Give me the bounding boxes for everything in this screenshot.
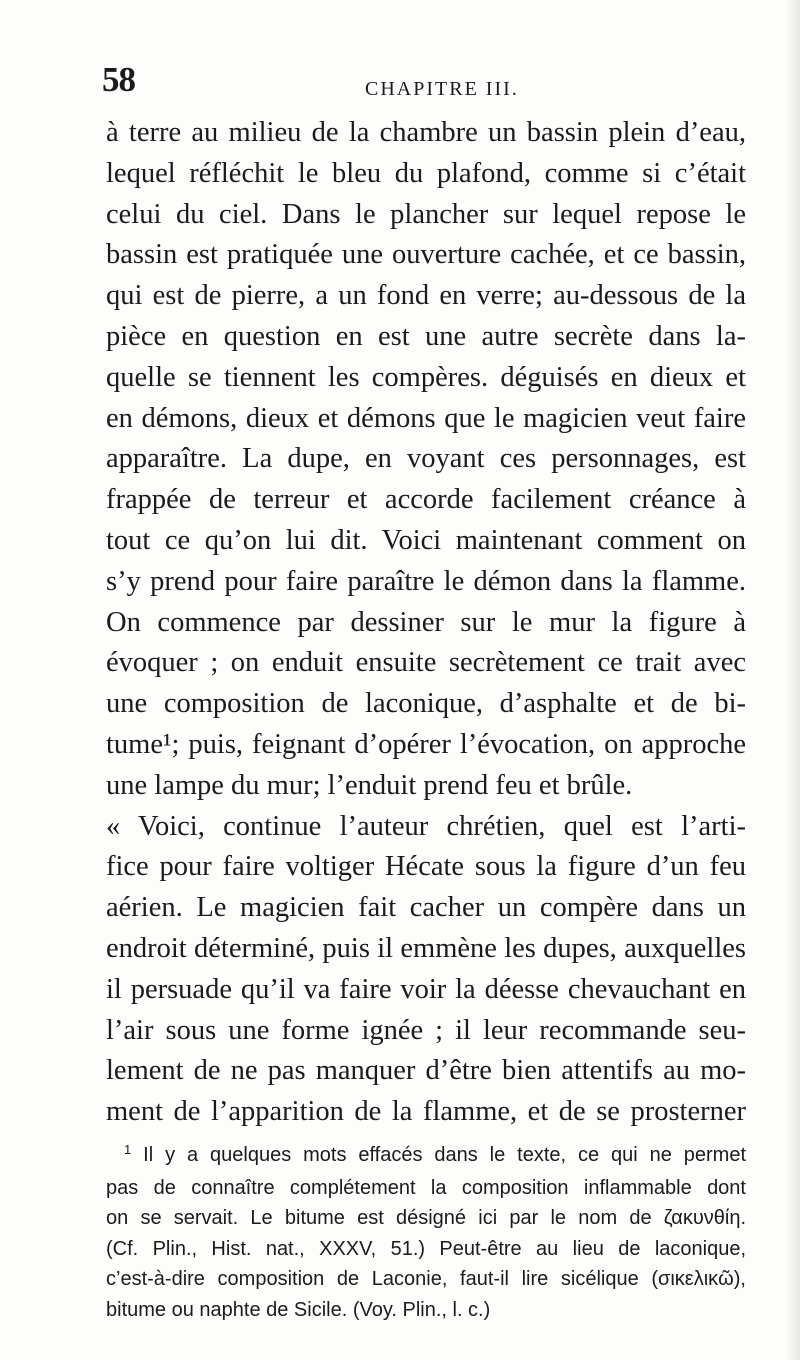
body-line: « Voici, continue l’auteur chrétien, quel est l’arti- [106,810,746,842]
body-line: aérien. Le magicien fait cacher un compère dans un [106,892,746,924]
body-line: une composition de laconique, d’asphalte et de bi- [106,688,746,720]
page-number: 58 [102,60,135,99]
footnote-line: bitume ou naphte de Sicile. (Voy. Plin., l. c.) [106,1298,491,1321]
body-line: tume¹; puis, feignant d’opérer l’évocation, on approche [106,728,746,760]
body-line: quelle se tiennent les compères. déguisés en dieux et [106,361,746,393]
footnote-line [106,1140,746,1173]
scan-shadow-edge [786,0,800,1360]
body-line: une lampe du mur; l’enduit prend feu et brûle. [106,769,633,801]
body-line: pièce en question en est une autre secrète dans la- [106,320,746,352]
body-line: qui est de pierre, a un fond en verre; au-dessous de la [106,280,746,312]
footnote-line: on se servait. Le bitume est désigné ici par le nom de ζακυνθίη. [106,1207,746,1229]
body-line: endroit déterminé, puis il emmène les dupes, auxquelles [106,932,746,964]
footnote-marker: 1 [124,1142,132,1157]
body-line: évoquer ; on enduit ensuite secrètement ce trait avec [106,647,746,679]
body-line: ment de l’apparition de la flamme, et de se prosterner [106,1096,746,1128]
body-line: On commence par dessiner sur le mur la figure à [106,606,746,638]
body-line: il persuade qu’il va faire voir la déesse chevauchant en [106,973,746,1005]
body-line: lequel réfléchit le bleu du plafond, comme si c’était [106,157,746,189]
footnote-text: Il y a quelques mots effacés dans le texte, ce qui ne permet [143,1144,746,1166]
body-line: lement de ne pas manquer d’être bien attentifs au mo- [106,1055,746,1087]
running-title: CHAPITRE III. [365,78,519,100]
body-text [106,113,746,1133]
body-line: apparaître. La dupe, en voyant ces personnages, est [106,443,746,475]
footnote-line: (Cf. Plin., Hist. nat., XXXV, 51.) Peut-être au lieu de laconique, [106,1237,746,1260]
body-line: en démons, dieux et démons que le magicien veut faire [106,402,746,434]
footnote [106,1140,746,1325]
body-line: celui du ciel. Dans le plancher sur lequel repose le [106,198,746,230]
body-line: frappée de terreur et accorde facilement créance à [106,484,746,516]
body-line: fice pour faire voltiger Hécate sous la figure d’un feu [106,851,746,883]
footnote-line: pas de connaître complétement la composition inflammable dont [106,1176,746,1199]
body-line: bassin est pratiquée une ouverture cachée, et ce bassin, [106,239,746,271]
footnote-line: c’est-à-dire composition de Laconie, faut-il lire sicélique (σικελικῶ), [106,1268,746,1290]
body-line: tout ce qu’on lui dit. Voici maintenant comment on [106,524,746,556]
body-line: l’air sous une forme ignée ; il leur recommande seu- [106,1014,746,1046]
body-line: s’y prend pour faire paraître le démon dans la flamme. [106,565,746,597]
body-line: à terre au milieu de la chambre un bassin plein d’eau, [106,117,746,148]
